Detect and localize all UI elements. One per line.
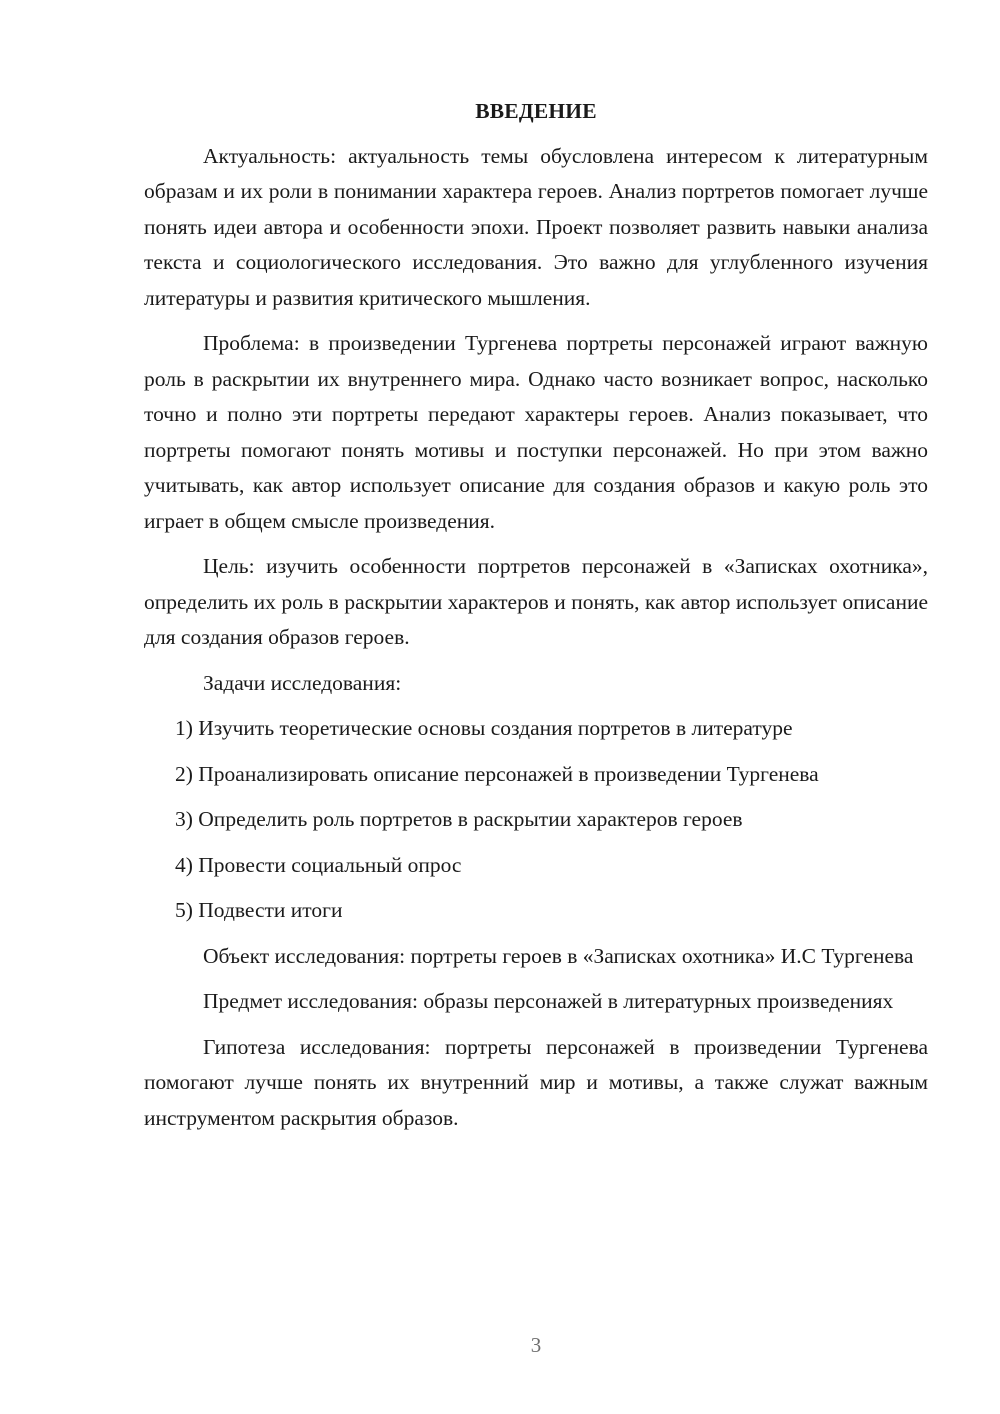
page-number: 3	[530, 1333, 542, 1357]
hypothesis-paragraph: Гипотеза исследования: портреты персонажей в произведении Тургенева помогают лучше понять их внутренний мир и мотивы, а также служат важным инструментом раскрытия образов.	[144, 1034, 928, 1130]
relevance-paragraph: Актуальность: актуальность темы обусловлена интересом к литературным образам и их роли в понимании характера героев. Анализ портретов помогает лучше понять идеи автора и особенности эпохи. Проект позволяет развить навыки анализа текста и социологического исследования. Это важно для углубленного изучения литературы и развития критического мышления.	[144, 143, 928, 310]
goal-paragraph: Цель: изучить особенности портретов персонажей в «Записках охотника», определить их роль в раскрытии характеров и понять, как автор использует описание для создания образов героев.	[144, 554, 928, 649]
task-item: 4) Провести социальный опрос	[175, 852, 462, 877]
task-item: 1) Изучить теоретические основы создания портретов в литературе	[175, 716, 793, 740]
section-title: ВВЕДЕНИЕ	[475, 99, 597, 123]
task-item: 2) Проанализировать описание персонажей в произведении Тургенева	[175, 761, 819, 786]
tasks-list	[144, 711, 928, 929]
tasks-heading: Задачи исследования:	[203, 670, 402, 695]
subject-paragraph: Предмет исследования: образы персонажей в литературных произведениях	[203, 989, 894, 1013]
task-item: 3) Определить роль портретов в раскрытии характеров героев	[175, 807, 743, 831]
document-body	[144, 94, 928, 1146]
object-paragraph: Объект исследования: портреты героев в «Записках охотника» И.С Тургенева	[203, 943, 914, 968]
problem-paragraph: Проблема: в произведении Тургенева портреты персонажей играют важную роль в раскрытии их внутреннего мира. Однако часто возникает вопрос, насколько точно и полно эти портреты передают характеры героев. Анализ показывает, что портреты помогают понять мотивы и поступки персонажей. Но при этом важно учитывать, как автор использует описание для создания образов и какую роль это играет в общем смысле произведения.	[144, 331, 928, 533]
task-item: 5) Подвести итоги	[175, 898, 343, 922]
